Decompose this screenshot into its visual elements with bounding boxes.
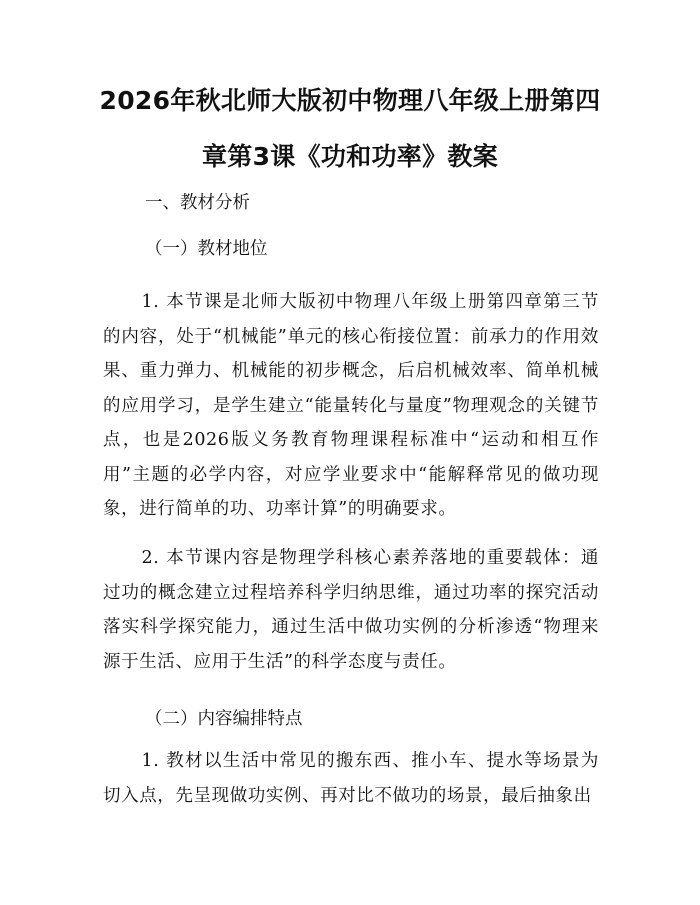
paragraph-course-position: 1. 本节课是北师大版初中物理八年级上册第四章第三节的内容，处于“机械能”单元的核心衔接位置：前承力的作用效果、重力弹力、机械能的初步概念，后启机械效率、简单机械的应用学习，是学生建立“能量转化与量度”物理观念的关键节点，也是2026版义务教育物理课程标准中“运动和相互作用”主题的必学内容，对应学业要求中“能解释常见的做功现象，进行简单的功、功率计算”的明确要求。 [103, 292, 599, 519]
section-heading: 一、教材分析 [145, 193, 250, 213]
subsection-heading-position: （一）教材地位 [145, 239, 268, 259]
paragraph-core-literacy: 2. 本节课内容是物理学科核心素养落地的重要载体：通过功的概念建立过程培养科学归纳思维，通过功率的探究活动落实科学探究能力，通过生活中做功实例的分析渗透“物理来源于生活、应用于生活”的科学态度与责任。 [103, 548, 599, 672]
subsection-heading-features: （二）内容编排特点 [145, 709, 303, 729]
paragraph-content-arrangement: 1. 教材以生活中常见的搬东西、推小车、提水等场景为切入点，先呈现做功实例、再对比不做功的场景，最后抽象出 [103, 751, 599, 806]
document-title: 2026年秋北师大版初中物理八年级上册第四章第3课《功和功率》教案 [99, 86, 601, 171]
